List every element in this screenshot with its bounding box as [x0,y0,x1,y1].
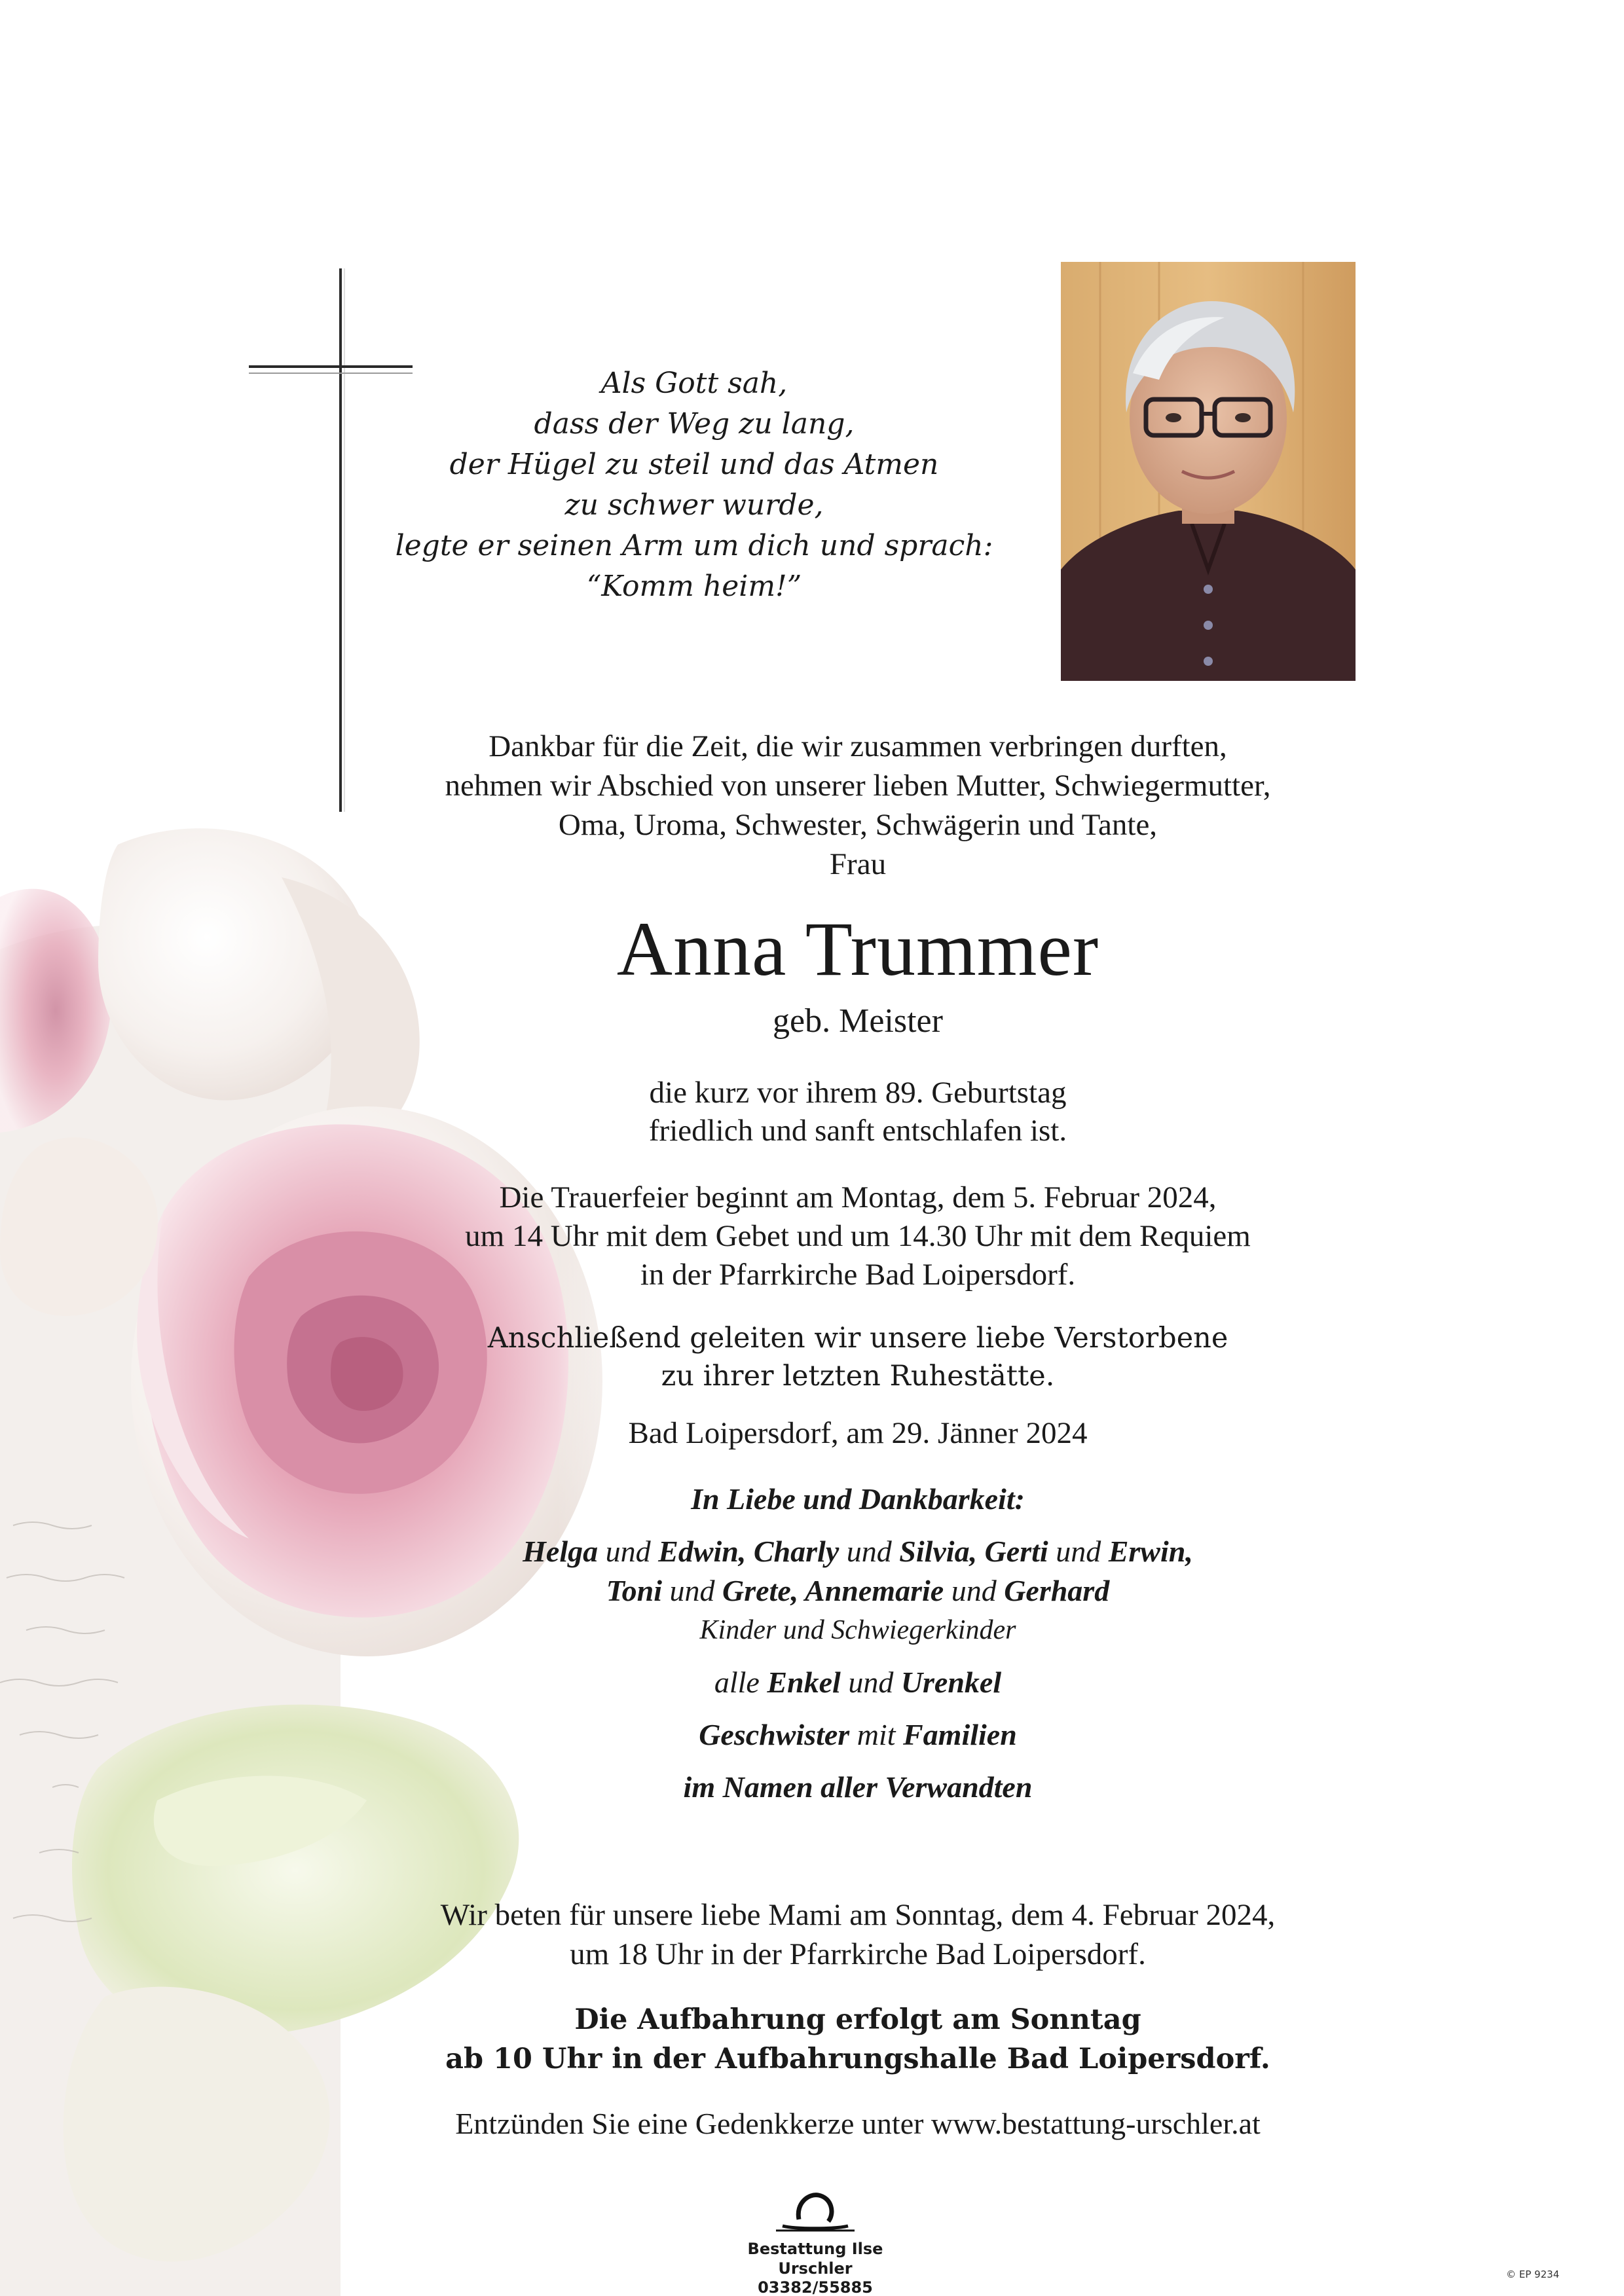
service-details [367,1178,1349,1294]
mourners-heading: In Liebe und Dankbarkeit: [691,1482,1025,1516]
viewing-line: Die Aufbahrung erfolgt am Sonntag [574,2003,1141,2036]
viewing-line: ab 10 Uhr in der Aufbahrungshalle Bad Loipersdorf. [445,2043,1270,2075]
funeral-home-logo [730,2190,900,2296]
memorial-candle-notice: Entzünden Sie eine Gedenkkerze unter www.bestattung-urschler.at [455,2107,1261,2140]
poem-line: der Hügel zu steil und das Atmen [449,448,939,481]
intro-line: Oma, Uroma, Schwester, Schwägerin und Tante, [558,808,1158,842]
poem-line: legte er seinen Arm um dich und sprach: [395,529,993,562]
intro-line: nehmen wir Abschied von unserer lieben Mutter, Schwiegermutter, [445,769,1271,803]
poem [367,363,1022,607]
service-line: in der Pfarrkirche Bad Loipersdorf. [640,1258,1076,1292]
service-line: um 14 Uhr mit dem Gebet und um 14.30 Uhr mit dem Requiem [465,1219,1251,1253]
death-notice-line: friedlich und sanft entschlafen ist. [648,1114,1067,1148]
intro-text [367,727,1349,884]
burial-line: Anschließend geleiten wir unsere liebe Verstorbene [487,1322,1228,1355]
grandchildren-line: alle Enkel und Urenkel [714,1666,1002,1699]
death-notice-line: die kurz vor ihrem 89. Geburtstag [649,1076,1067,1110]
death-notice [367,1074,1349,1150]
maiden-name: geb. Meister [773,1002,943,1040]
place-and-date: Bad Loipersdorf, am 29. Jänner 2024 [628,1416,1088,1450]
children-row-1: Helga und Edwin, Charly und Silvia, Gerti und Erwin, [523,1535,1193,1568]
funeral-home-phone: 03382/55885 [758,2278,873,2296]
children-row-2: Toni und Grete, Annemarie und Gerhard [606,1574,1110,1607]
poem-line: “Komm heim!” [586,570,802,603]
children-caption: Kinder und Schwiegerkinder [699,1615,1016,1645]
intro-line: Dankbar für die Zeit, die wir zusammen verbringen durften, [489,729,1227,763]
burial-notice [367,1319,1349,1395]
intro-line: Frau [829,847,887,881]
prayer-line: Wir beten für unsere liebe Mami am Sonntag, dem 4. Februar 2024, [440,1898,1276,1932]
mourners-list [367,1480,1349,1807]
relatives-line: im Namen aller Verwandten [683,1770,1033,1804]
viewing-notice [367,2000,1349,2079]
form-code: © EP 9234 [1506,2269,1560,2280]
portrait-photo [1061,262,1356,681]
poem-line: zu schwer wurde, [564,488,824,522]
deceased-name: Anna Trummer [616,906,1099,992]
poem-line: Als Gott sah, [600,367,788,400]
funeral-home-name: Bestattung Ilse Urschler [747,2240,883,2278]
service-line: Die Trauerfeier beginnt am Montag, dem 5. Februar 2024, [499,1180,1217,1214]
burial-line: zu ihrer letzten Ruhestätte. [661,1360,1055,1393]
poem-line: dass der Weg zu lang, [534,407,855,441]
funeral-home-logo-icon [769,2190,861,2236]
prayer-line: um 18 Uhr in der Pfarrkirche Bad Loipersdorf. [570,1937,1146,1971]
prayer-notice [367,1895,1349,1974]
siblings-line: Geschwister mit Familien [699,1718,1017,1751]
